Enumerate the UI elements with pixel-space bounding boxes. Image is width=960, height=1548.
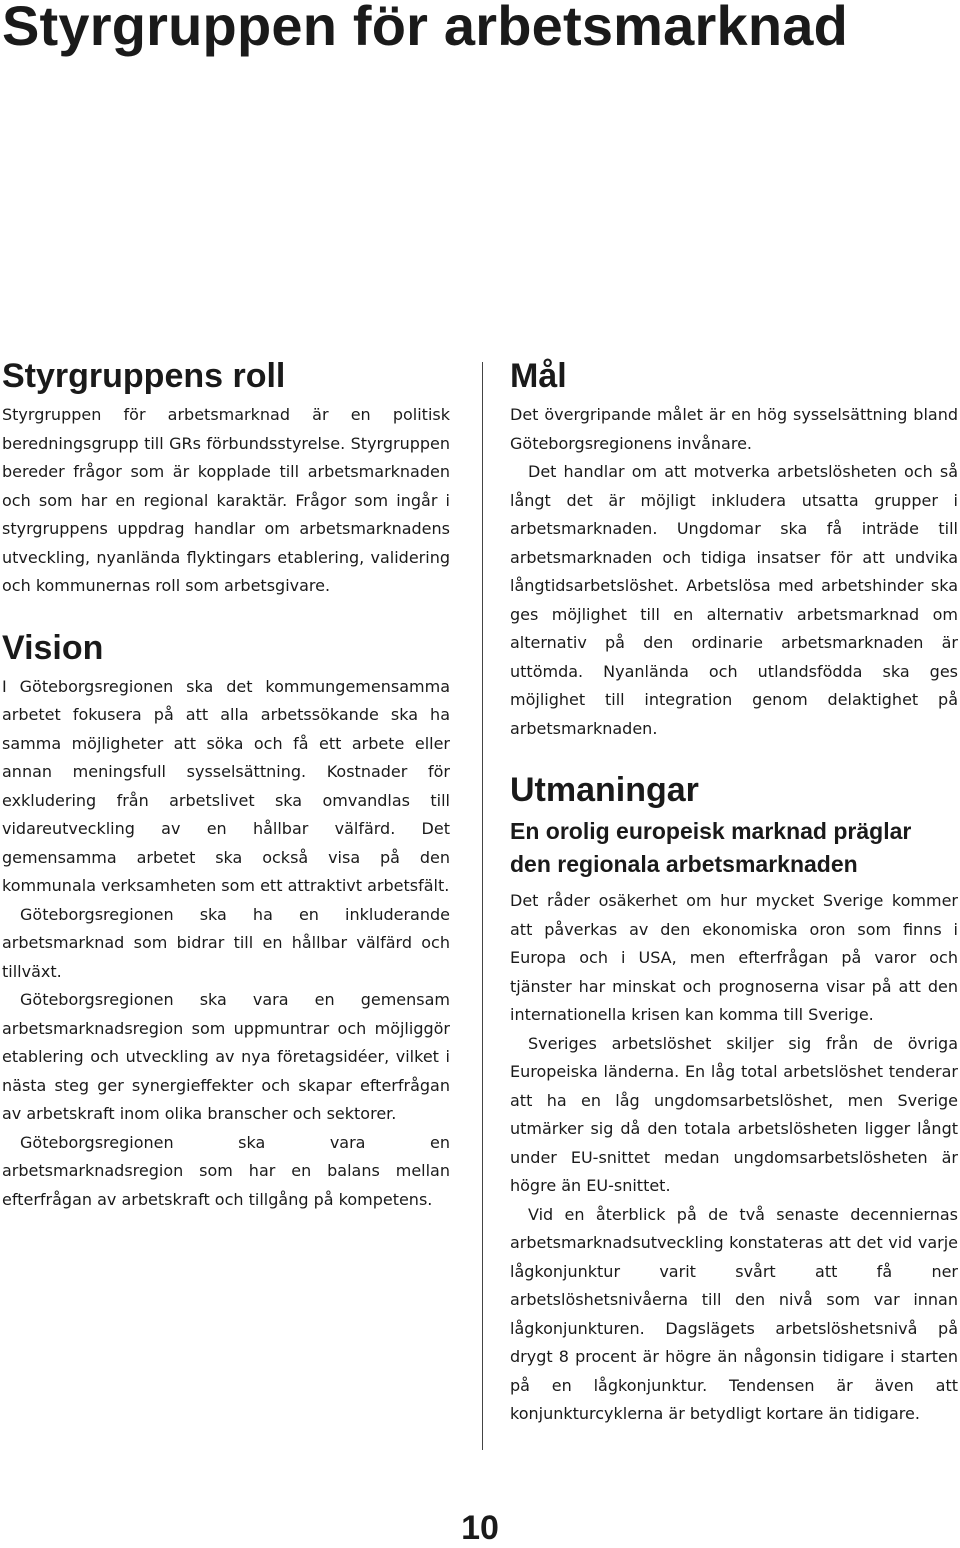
vision-paragraph-3: Göteborgsregionen ska vara en gemensam arbetsmarknadsregion som uppmuntrar och möjliggör etablering och utveckling av nya företagsidéer, vilket i nästa steg ger synergieffekter och skapar efterfrågan av arbetskraft inom olika branscher och sektorer.	[2, 990, 450, 1123]
left-column	[2, 355, 450, 1214]
page-number: 10	[461, 1509, 499, 1547]
page-title: Styrgruppen för arbetsmarknad	[2, 0, 848, 57]
vision-paragraph-4: Göteborgsregionen ska vara en arbetsmarknadsregion som har en balans mellan efterfrågan av arbetskraft och tillgång på kompetens.	[2, 1132, 450, 1209]
utmaningar-paragraph-3: Vid en återblick på de två senaste decenniernas arbetsmarknadsutveckling konstateras att det vid varje lågkonjunktur varit svårt att få ner arbetslöshetsnivåerna till den nivå som var innan lågkonjunkturen. Dagslägets arbetslöshetsnivå på drygt 8 procent är högre än någonsin tidigare i starten på en lågkonjunktur. Tendensen är även att konjunkturcyklerna är betydligt kortare än tidigare.	[510, 1204, 958, 1423]
mal-paragraph-2: Det handlar om att motverka arbetslösheten och så långt det är möjligt inkludera utsatta grupper i arbetsmarknaden. Ungdomar ska få inträde till arbetsmarknaden och tidiga insatser för att undvika långtidsarbetslöshet. Arbetslösa med arbetshinder ska ges möjlighet till en alternativ arbetsmarknad om alternativ på den ordinarie arbetsmarknaden är uttömda. Nyanlända och utlandsfödda ska ges möjlighet till integration genom delaktighet på arbetsmarknaden.	[510, 462, 958, 738]
utmaningar-subheading: En orolig europeisk marknad präglar den regionala arbetsmarknaden	[510, 818, 912, 877]
right-column	[510, 355, 958, 1429]
section-heading-roll: Styrgruppens roll	[2, 357, 286, 395]
roll-paragraph: Styrgruppen för arbetsmarknad är en politisk beredningsgrupp till GRs förbundsstyrelse. Styrgruppen bereder frågor som är kopplade till arbetsmarknaden och som har en regional karaktär. Frågor som ingår i styrgruppens uppdrag handlar om arbetsmarknadens utveckling, nyanlända flyktingars etablering, validering och kommunernas roll som arbetsgivare.	[2, 405, 450, 595]
vision-paragraph-1: I Göteborgsregionen ska det kommungemensamma arbetet fokusera på att alla arbetssökande ska ha samma möjligheter att söka och få ett arbete eller annan meningsfull sysselsättning. Kostnader för exkludering från arbetslivet ska omvandlas till vidareutveckling av en hållbar välfärd. Det gemensamma arbetet ska också visa på den kommunala verksamheten som ett attraktivt arbetsfält.	[2, 676, 450, 895]
section-heading-utmaningar: Utmaningar	[510, 771, 699, 809]
utmaningar-paragraph-2: Sveriges arbetslöshet skiljer sig från de övriga Europeiska länderna. En låg total arbetslöshet tenderar att ha en låg ungdomsarbetslöshet, men Sverige utmärker sig då den totala arbetslösheten ligger långt under EU-snittet medan ungdomsarbetslösheten är högre än EU-snittet.	[510, 1033, 958, 1195]
section-heading-vision: Vision	[2, 628, 104, 667]
section-heading-mal: Mål	[510, 357, 567, 395]
mal-paragraph-1: Det övergripande målet är en hög sysselsättning bland Göteborgsregionens invånare.	[510, 405, 958, 453]
vision-paragraph-2: Göteborgsregionen ska ha en inkluderande arbetsmarknad som bidrar till en hållbar välfärd och tillväxt.	[2, 904, 450, 981]
column-divider	[482, 362, 483, 1450]
utmaningar-paragraph-1: Det råder osäkerhet om hur mycket Sverige kommer att påverkas av den ekonomiska oron som finns i Europa och i USA, men efterfrågan på varor och tjänster har minskat och prognoserna visar på att den internationella krisen kan komma till Sverige.	[510, 891, 958, 1024]
